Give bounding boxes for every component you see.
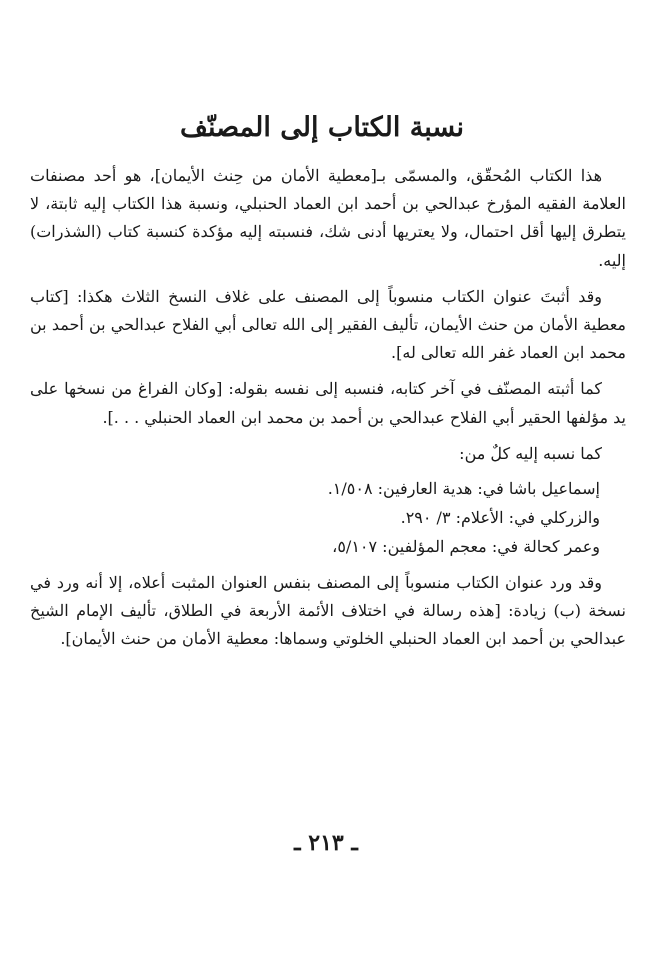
page-body <box>30 162 626 662</box>
reference-list <box>30 474 626 561</box>
paragraph-author-colophon: كما أثبته المصنّف في آخر كتابه، فنسبه إلى نفسه بقوله: [وكان الفراغ من نسخها على يد مؤلفها الحقير أبي الفلاح عبدالحي بن أحمد بن محمد ابن العماد الحنبلي . . .]. <box>30 379 626 427</box>
paragraph-intro: هذا الكتاب المُحقّق، والمسمّى بـ[معطية الأمان من حِنث الأيمان]، هو أحد مصنفات العلامة الفقيه المؤرخ عبدالحي بن أحمد ابن العماد الحنبلي، ونسبة هذا الكتاب إليه ثابتة، لا يتطرق إليها أقل احتمال، ولا يعتريها أدنى شك، فنسبته إليه مؤكدة كنسبة كتاب (الشذرات) إليه. <box>30 166 626 270</box>
paragraph-references-intro: كما نسبه إليه كلٌ من: <box>459 443 602 463</box>
reference-item: إسماعيل باشا في: هدية العارفين: ١/٥٠٨. <box>327 479 600 499</box>
page-title: نسبة الكتاب إلى المصنّف <box>180 112 464 143</box>
reference-item: والزركلي في: الأعلام: ٣/ ٢٩٠. <box>400 508 600 528</box>
page-number: ـ ٢١٣ ـ <box>294 830 358 856</box>
paragraph-closing: وقد ورد عنوان الكتاب منسوباً إلى المصنف بنفس العنوان المثبت أعلاه، إلا أنه ورد في نسخة (ب) زيادة: [هذه رسالة في اختلاف الأئمة الأربعة في الطلاق، تأليف الإمام الشيخ عبدالحي بن أحمد ابن العماد الحنبلي الخلوتي وسماها: معطية الأمان من حنث الأيمان]. <box>30 573 626 649</box>
paragraph-title-on-cover: وقد أثبتَ عنوان الكتاب منسوباً إلى المصنف على غلاف النسخ الثلاث هكذا: [كتاب معطية الأمان من حنث الأيمان، تأليف الفقير إلى الله تعالى أبي الفلاح عبدالحي بن أحمد بن محمد ابن العماد غفر الله تعالى له]. <box>30 286 626 363</box>
reference-item: وعمر كحالة في: معجم المؤلفين: ٥/١٠٧، <box>332 537 600 557</box>
